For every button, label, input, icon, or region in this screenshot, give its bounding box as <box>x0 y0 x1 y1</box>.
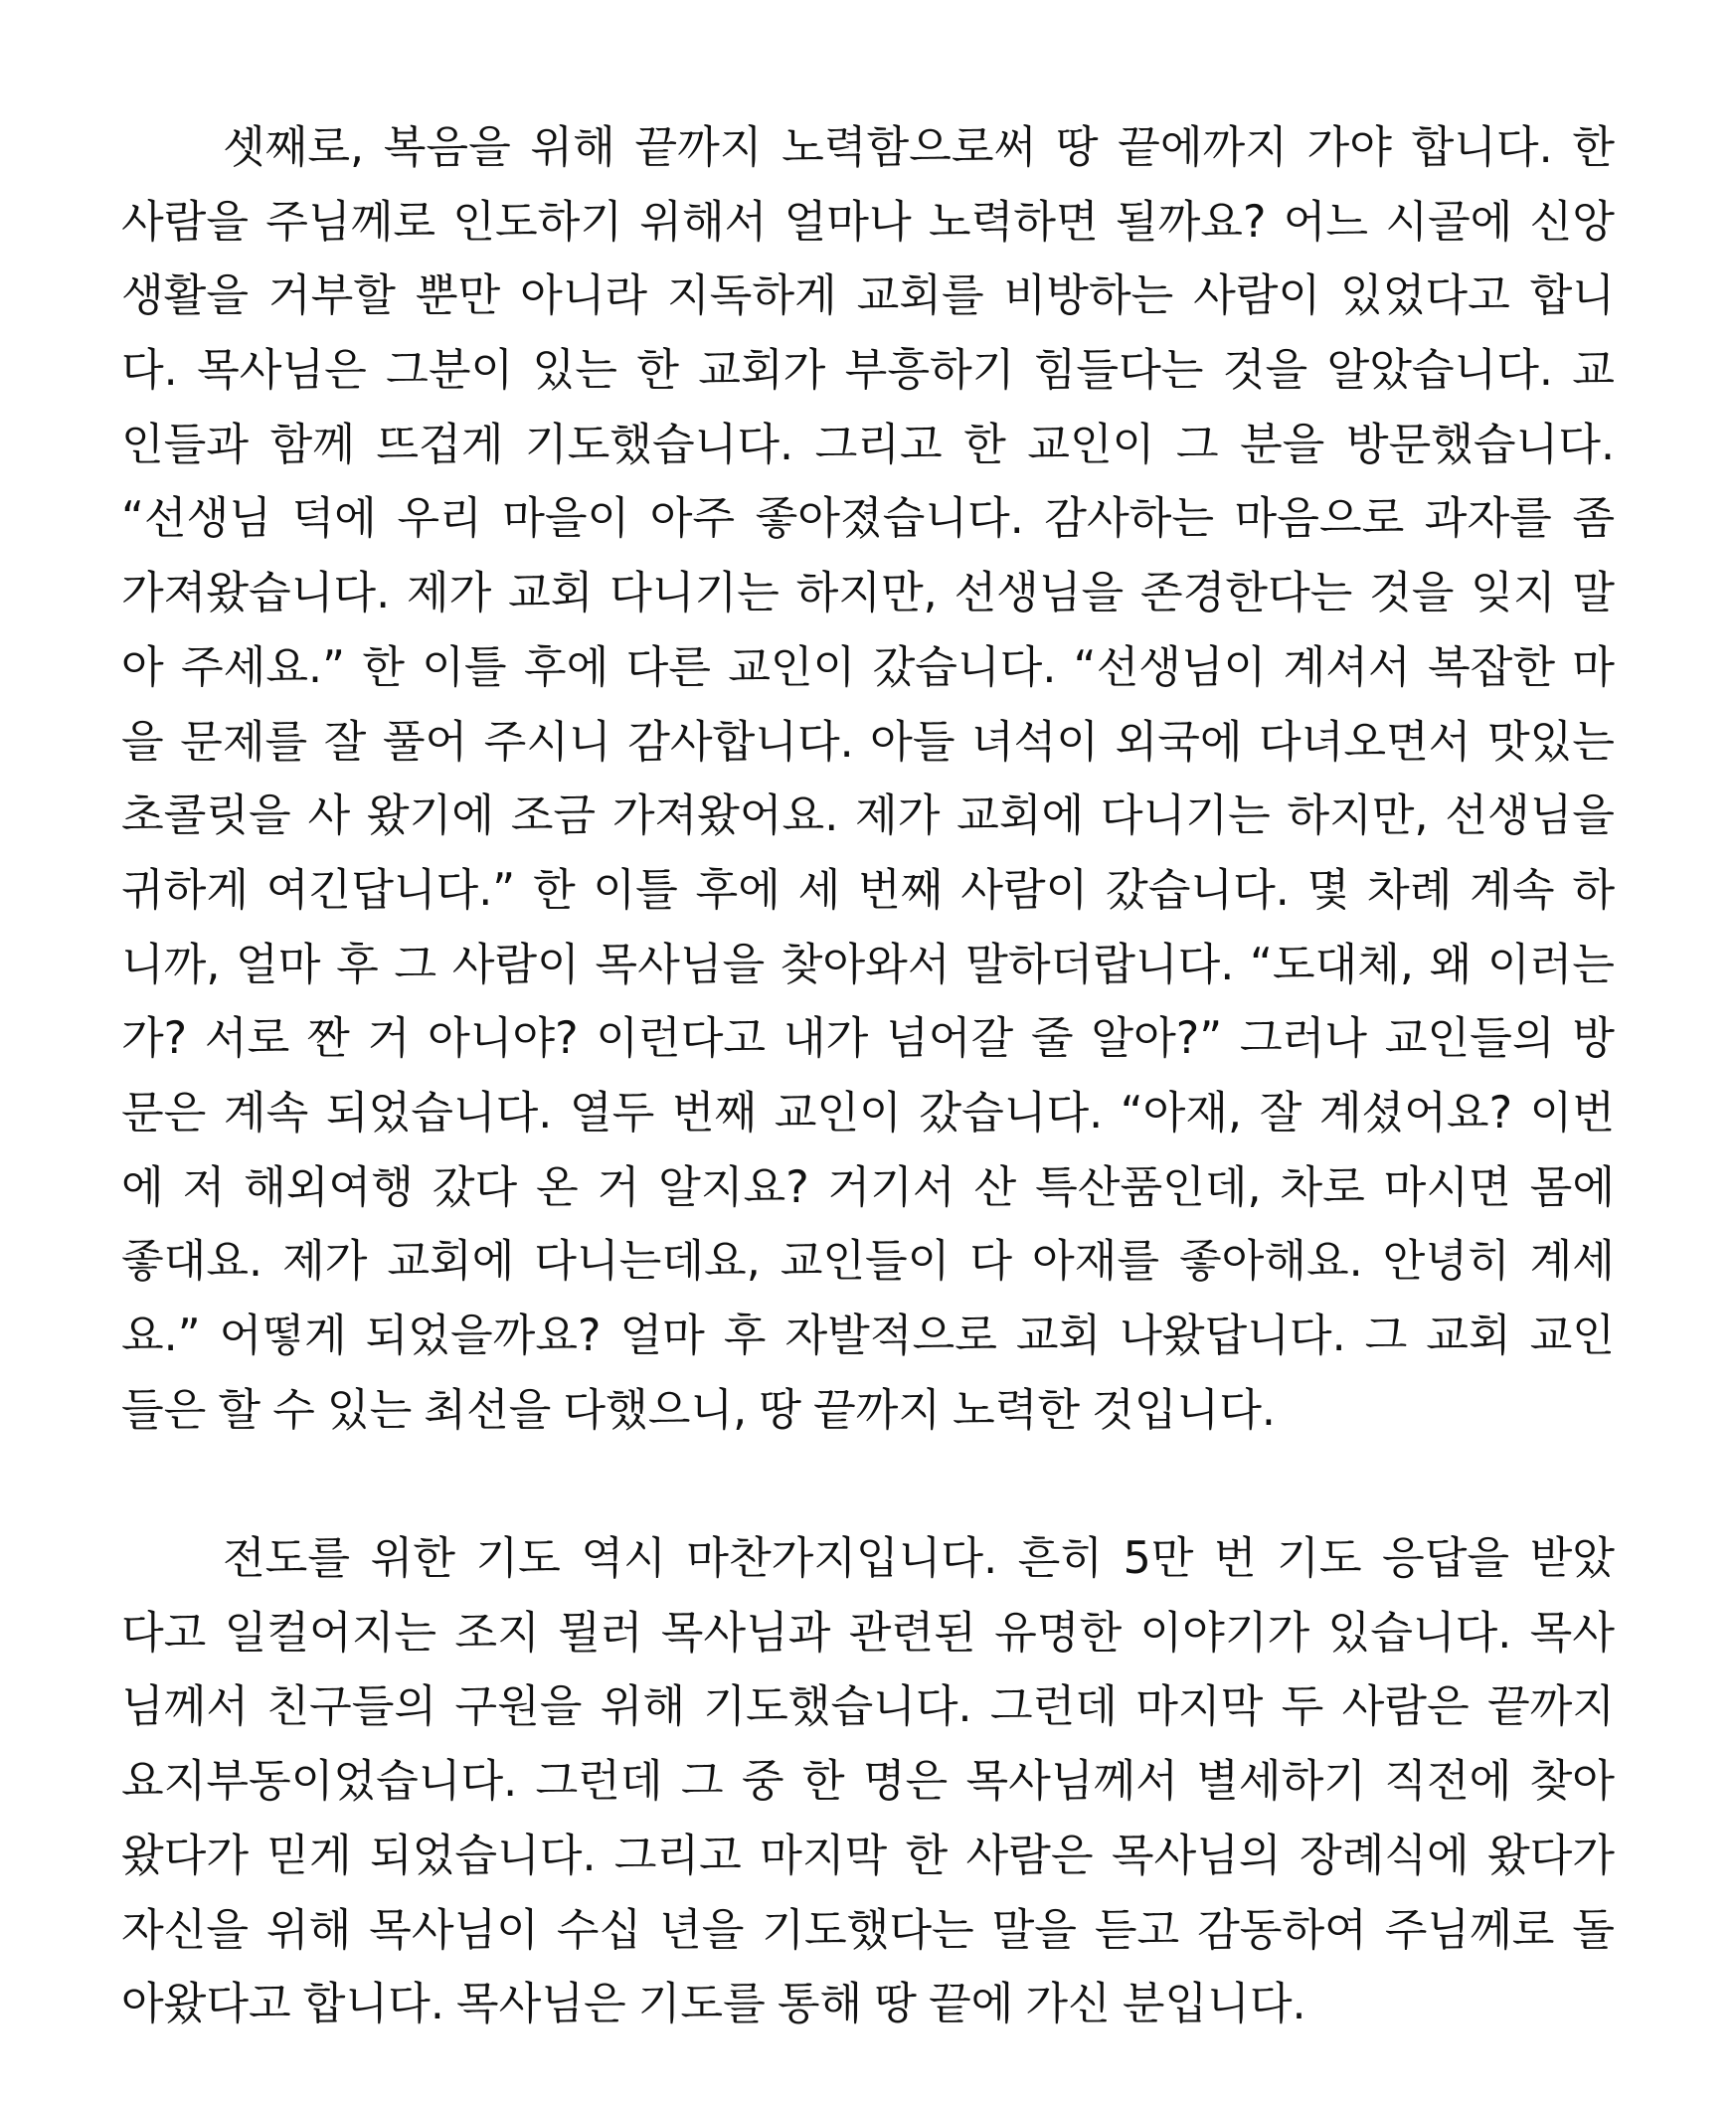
paragraph-2 <box>121 1522 1615 2042</box>
paragraph-line: 에 저 해외여행 갔다 온 거 알지요? 거기서 산 특산품인데, 차로 마시면 몸에 <box>121 1161 1615 1213</box>
paragraph-line: 문은 계속 되었습니다. 열두 번째 교인이 갔습니다. “아재, 잘 계셨어요? 이번 <box>121 1087 1615 1138</box>
paragraph-line: 인들과 함께 뜨겁게 기도했습니다. 그리고 한 교인이 그 분을 방문했습니다. <box>121 419 1615 470</box>
paragraph-line: 사람을 주님께로 인도하기 위해서 얼마나 노력하면 될까요? 어느 시골에 신앙 <box>121 196 1615 248</box>
paragraph-line: 님께서 친구들의 구원을 위해 기도했습니다. 그런데 마지막 두 사람은 끝까지 <box>121 1681 1615 1733</box>
paragraph-line: 좋대요. 제가 교회에 다니는데요, 교인들이 다 아재를 좋아해요. 안녕히 계세 <box>121 1236 1615 1288</box>
paragraph-line: 다고 일컬어지는 조지 뮐러 목사님과 관련된 유명한 이야기가 있습니다. 목사 <box>121 1607 1615 1659</box>
paragraph-line: 요.” 어떻게 되었을까요? 얼마 후 자발적으로 교회 나왔답니다. 그 교회 교인 <box>121 1311 1615 1361</box>
paragraph-line: 귀하게 여긴답니다.” 한 이틀 후에 세 번째 사람이 갔습니다. 몇 차례 계속 하 <box>121 864 1615 916</box>
paragraph-line: 셋째로, 복음을 위해 끝까지 노력함으로써 땅 끝에까지 가야 합니다. 한 <box>223 122 1615 173</box>
paragraph-line: 니까, 얼마 후 그 사람이 목사님을 찾아와서 말하더랍니다. “도대체, 왜 이러는 <box>121 939 1615 990</box>
paragraph-line: 아 주세요.” 한 이틀 후에 다른 교인이 갔습니다. “선생님이 계셔서 복잡한 마 <box>121 641 1615 693</box>
paragraph-line: 전도를 위한 기도 역시 마찬가지입니다. 흔히 5만 번 기도 응답을 받았 <box>223 1533 1615 1585</box>
paragraph-line: 생활을 거부할 뿐만 아니라 지독하게 교회를 비방하는 사람이 있었다고 합니 <box>121 270 1615 322</box>
paragraph-line: 아왔다고 합니다. 목사님은 기도를 통해 땅 끝에 가신 분입니다. <box>121 1979 1306 2030</box>
paragraph-1 <box>121 111 1615 1448</box>
paragraph-line: 왔다가 믿게 되었습니다. 그리고 마지막 한 사람은 목사님의 장례식에 왔다가 <box>121 1830 1615 1881</box>
paragraph-line: 들은 할 수 있는 최선을 다했으니, 땅 끝까지 노력한 것입니다. <box>121 1384 1276 1436</box>
paragraph-line: 자신을 위해 목사님이 수십 년을 기도했다는 말을 듣고 감동하여 주님께로 돌 <box>121 1904 1615 1956</box>
paragraph-line: “선생님 덕에 우리 마을이 아주 좋아졌습니다. 감사하는 마음으로 과자를 좀 <box>121 493 1616 545</box>
paragraph-line: 을 문제를 잘 풀어 주시니 감사합니다. 아들 녀석이 외국에 다녀오면서 맛있는 <box>121 716 1615 768</box>
paragraph-line: 가? 서로 짠 거 아니야? 이런다고 내가 넘어갈 줄 알아?” 그러나 교인들의 방 <box>121 1013 1615 1065</box>
paragraph-line: 초콜릿을 사 왔기에 조금 가져왔어요. 제가 교회에 다니기는 하지만, 선생님을 <box>121 790 1615 842</box>
paragraph-spacer <box>121 1448 1615 1522</box>
paragraph-line: 요지부동이었습니다. 그런데 그 중 한 명은 목사님께서 별세하기 직전에 찾아 <box>121 1756 1615 1808</box>
document-page <box>121 111 1615 2042</box>
paragraph-line: 다. 목사님은 그분이 있는 한 교회가 부흥하기 힘들다는 것을 알았습니다. 교 <box>121 345 1615 397</box>
paragraph-line: 가져왔습니다. 제가 교회 다니기는 하지만, 선생님을 존경한다는 것을 잊지 말 <box>121 568 1615 619</box>
